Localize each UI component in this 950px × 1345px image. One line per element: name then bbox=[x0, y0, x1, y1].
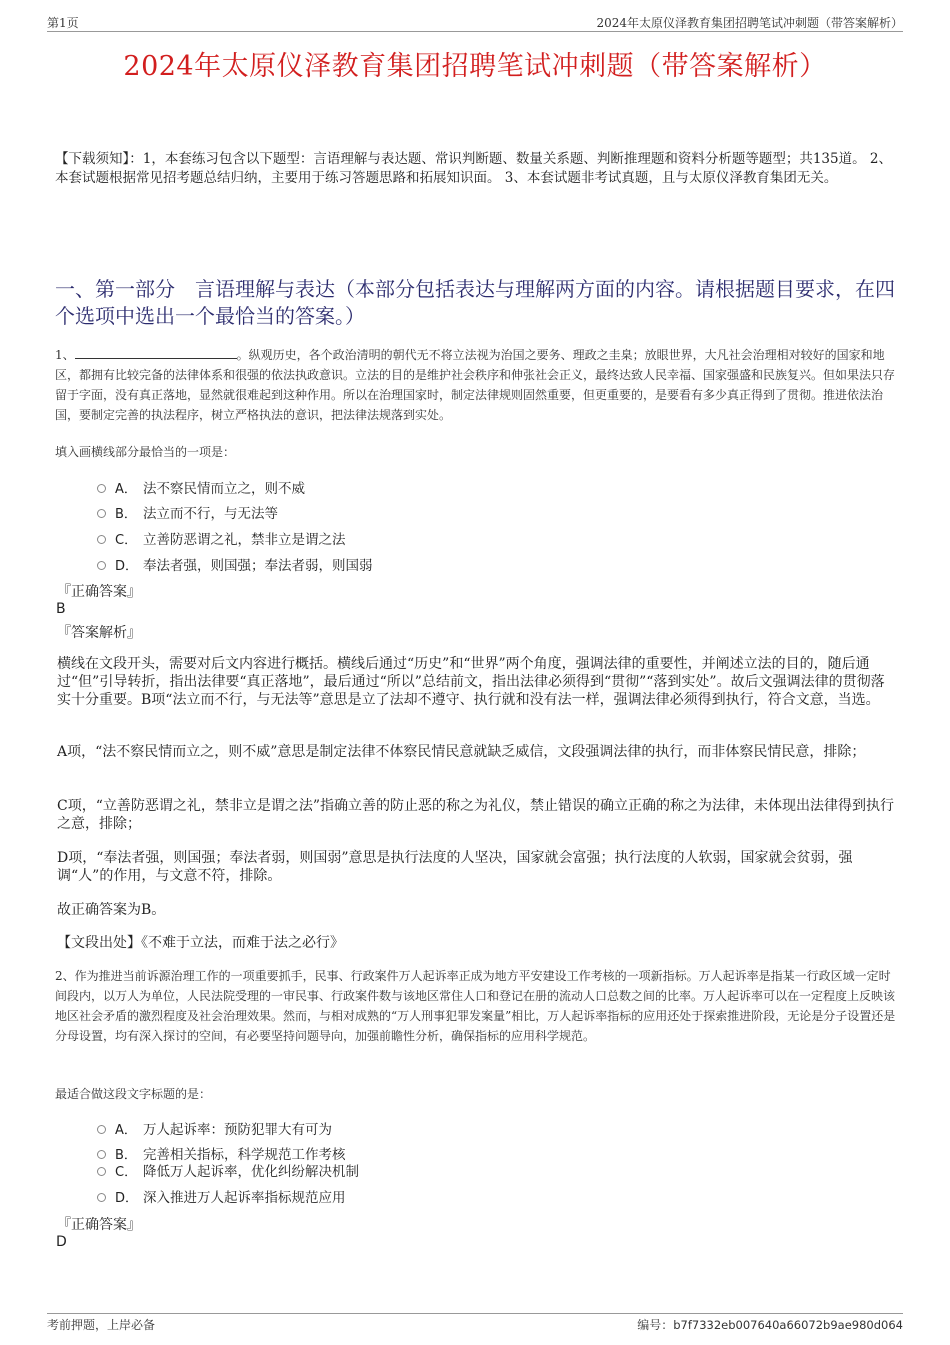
document-code bbox=[637, 1316, 903, 1333]
correct-answer-heading: 『正确答案』 bbox=[57, 1217, 141, 1233]
radio-icon[interactable] bbox=[97, 1193, 106, 1202]
section-heading: 一、第一部分 言语理解与表达（本部分包括表达与理解两方面的内容。请根据题目要求，在四个选项中选出一个最恰当的答案。） bbox=[55, 277, 895, 328]
question-2-prompt: 最适合做这段文字标题的是： bbox=[55, 1087, 212, 1101]
analysis-conclusion: 故正确答案为B。 bbox=[57, 902, 166, 918]
fill-blank bbox=[75, 348, 237, 359]
radio-icon[interactable] bbox=[97, 509, 106, 518]
code-label: 编号： bbox=[637, 1318, 674, 1332]
option-label: A． bbox=[115, 481, 137, 497]
option-text: 万人起诉率：预防犯罪大有可为 bbox=[143, 1122, 332, 1138]
page-number: 第1页 bbox=[47, 16, 79, 30]
radio-icon[interactable] bbox=[97, 1125, 106, 1134]
q1-option-b[interactable] bbox=[97, 502, 278, 522]
option-text: 法立而不行，与无法等 bbox=[143, 506, 278, 522]
option-text: 立善防恶谓之礼，禁非立是谓之法 bbox=[143, 532, 346, 548]
header-doc-title: 2024年太原仪泽教育集团招聘笔试冲刺题（带答案解析） bbox=[596, 16, 903, 30]
radio-icon[interactable] bbox=[97, 535, 106, 544]
correct-answer-heading: 『正确答案』 bbox=[57, 584, 141, 600]
footer-divider bbox=[47, 1313, 903, 1314]
radio-icon[interactable] bbox=[97, 561, 106, 570]
option-label: B． bbox=[115, 506, 137, 522]
radio-icon[interactable] bbox=[97, 484, 106, 493]
q1-option-d[interactable] bbox=[97, 554, 373, 574]
download-notice: 【下载须知】：1，本套练习包含以下题型：言语理解与表达题、常识判断题、数量关系题、判断推理题和资料分析题等题型；共135道。 2、本套试题根据常见招考题总结归纳，主要用于练习答题思路和拓展知识面。 3、本套试题非考试真题，且与太原仪泽教育集团无关。 bbox=[55, 151, 892, 186]
answer-analysis-heading: 『答案解析』 bbox=[57, 625, 141, 641]
q1-option-c[interactable] bbox=[97, 528, 346, 548]
question-1-prompt: 填入画横线部分最恰当的一项是： bbox=[55, 445, 236, 459]
source-citation: 【文段出处】《不难于立法，而难于法之必行》 bbox=[57, 935, 344, 951]
header-divider bbox=[47, 31, 903, 32]
option-text: 奉法者强，则国强；奉法者弱，则国弱 bbox=[143, 558, 373, 574]
analysis-paragraph: A项，“法不察民情而立之，则不威”意思是制定法律不体察民情民意就缺乏威信，文段强调法律的执行，而非体察民情民意，排除； bbox=[57, 744, 866, 760]
footer-slogan: 考前押题，上岸必备 bbox=[47, 1318, 156, 1332]
radio-icon[interactable] bbox=[97, 1167, 106, 1176]
q2-option-d[interactable] bbox=[97, 1186, 346, 1206]
question-1-number: 1、 bbox=[55, 348, 75, 362]
option-text: 完善相关指标，科学规范工作考核 bbox=[143, 1147, 346, 1163]
option-label: C． bbox=[115, 532, 138, 548]
question-1-body: 。纵观历史，各个政治清明的朝代无不将立法视为治国之要务、理政之圭臬；放眼世界，大凡社会治理相对较好的国家和地区，都拥有比较完备的法律体系和很强的依法执政意识。立法的目的是维护社会秩序和伸张社会正义，最终达致人民幸福、国家强盛和民族复兴。但如果法只存留于字面，没有真正落地，显然就很难起到这种作用。所以在治理国家时，制定法律规则固然重要，但更重要的，是要看有多少真正得到了贯彻。推进依法治国，要制定完善的执法程序，树立严格执法的意识，把法律法规落到实处。 bbox=[55, 348, 896, 422]
q2-option-c[interactable] bbox=[97, 1160, 359, 1180]
q2-option-a[interactable] bbox=[97, 1118, 332, 1138]
option-text: 降低万人起诉率，优化纠纷解决机制 bbox=[143, 1164, 359, 1180]
question-2-text: 2、作为推进当前诉源治理工作的一项重要抓手，民事、行政案件万人起诉率正成为地方平安建设工作考核的一项新指标。万人起诉率是指某一行政区域一定时间段内，以万人为单位，人民法院受理的一审民事、行政案件数与该地区常住人口和登记在册的流动人口总数之间的比率。万人起诉率可以在一定程度上反映该地区社会矛盾的激烈程度及社会治理效果。然而，与相对成熟的“万人刑事犯罪发案量”相比，万人起诉率指标的应用还处于探索推进阶段，无论是分子设置还是分母设置，均有深入探讨的空间，有必要坚持问题导向，加强前瞻性分析，确保指标的应用科学规范。 bbox=[55, 969, 896, 1043]
correct-answer: B bbox=[56, 601, 66, 617]
option-label: D． bbox=[115, 1190, 139, 1206]
option-label: C． bbox=[115, 1164, 138, 1180]
correct-answer: D bbox=[56, 1234, 67, 1250]
question-1-text bbox=[55, 345, 900, 425]
option-label: A． bbox=[115, 1122, 137, 1138]
code-value: b7f7332eb007640a66072b9ae980d064 bbox=[673, 1318, 903, 1332]
option-label: B． bbox=[115, 1147, 137, 1163]
option-label: D． bbox=[115, 558, 139, 574]
q1-option-a[interactable] bbox=[97, 477, 305, 497]
page-title: 2024年太原仪泽教育集团招聘笔试冲刺题（带答案解析） bbox=[123, 51, 827, 82]
analysis-paragraph: C项，“立善防恶谓之礼，禁非立是谓之法”指确立善的防止恶的称之为礼仪，禁止错误的确立正确的称之为法律，未体现出法律得到执行之意，排除； bbox=[57, 798, 895, 832]
analysis-paragraph: D项，“奉法者强，则国强；奉法者弱，则国弱”意思是执行法度的人坚决，国家就会富强；执行法度的人软弱，国家就会贫弱，强调“人”的作用，与文意不符，排除。 bbox=[57, 850, 853, 884]
option-text: 法不察民情而立之，则不威 bbox=[143, 481, 305, 497]
analysis-paragraph: 横线在文段开头，需要对后文内容进行概括。横线后通过“历史”和“世界”两个角度，强调法律的重要性，并阐述立法的目的，随后通过“但”引导转折，指出法律要“真正落地”，最后通过“所以”总结前文，指出法律必须得到“贯彻”“落到实处”。故后文强调法律的贯彻落实十分重要。B项“法立而不行，与无法等”意思是立了法却不遵守、执行就和没有法一样，强调法律必须得到执行，符合文意，当选。 bbox=[57, 656, 885, 708]
option-text: 深入推进万人起诉率指标规范应用 bbox=[143, 1190, 346, 1206]
radio-icon[interactable] bbox=[97, 1150, 106, 1159]
